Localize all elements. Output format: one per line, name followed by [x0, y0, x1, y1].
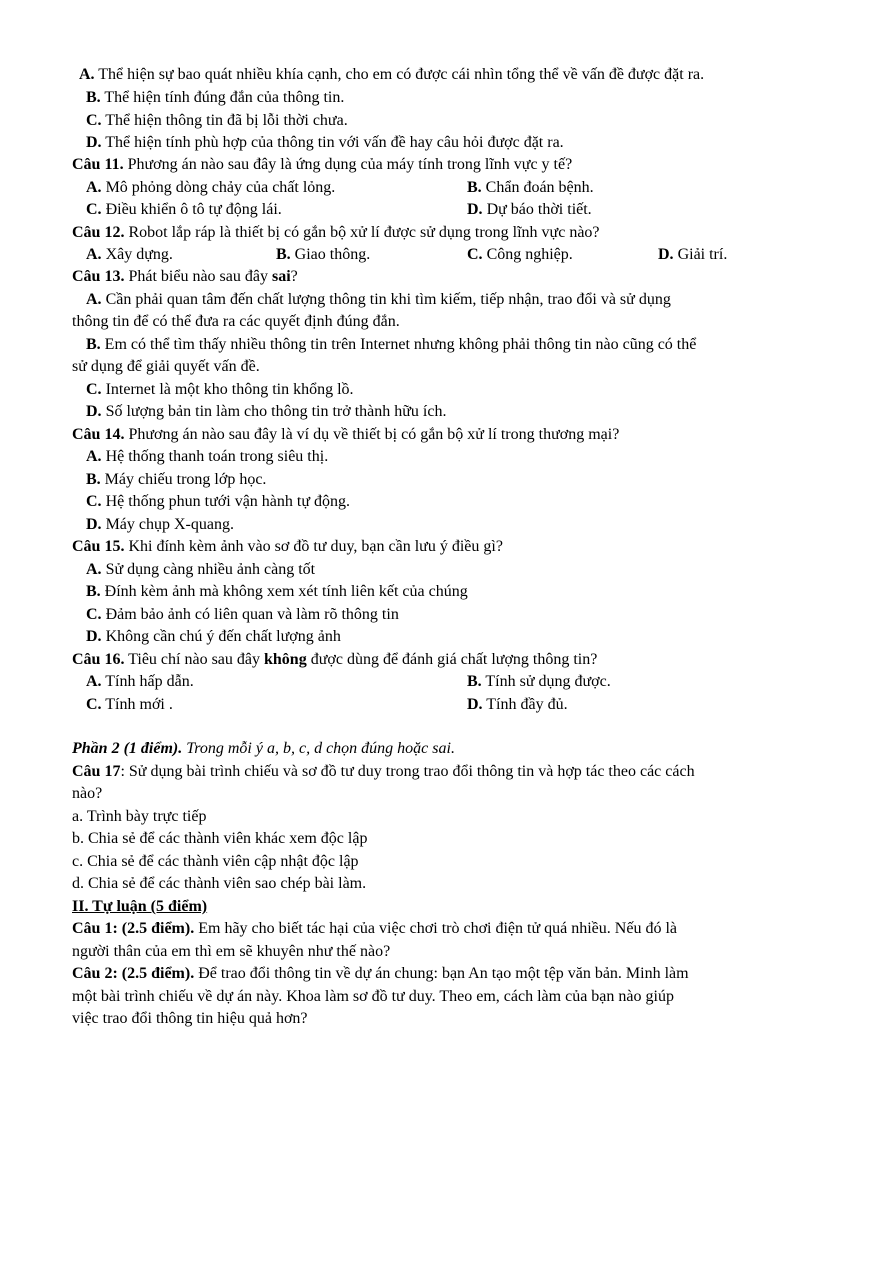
- q13-option-d: [86, 401, 446, 423]
- q17-stem-cont: [72, 783, 102, 805]
- question-text: Để trao đổi thông tin về dự án chung: bạn An tạo một tệp văn bản. Minh làm: [194, 965, 689, 982]
- option-label: D.: [86, 403, 102, 420]
- option-text: sử dụng để giải quyết vấn đề.: [72, 358, 260, 375]
- q16-stem: [72, 649, 597, 671]
- q14-stem: [72, 424, 619, 446]
- option-text: Không cần chú ý đến chất lượng ảnh: [101, 628, 341, 645]
- option-text: Tính sử dụng được.: [481, 673, 611, 690]
- option-text: Thể hiện thông tin đã bị lỗi thời chưa.: [105, 112, 348, 129]
- option-text: Máy chụp X-quang.: [101, 516, 234, 533]
- option-label: A.: [86, 561, 102, 578]
- q11-stem: [72, 154, 572, 176]
- question-text-end: được dùng để đánh giá chất lượng thông tin?: [306, 651, 598, 668]
- option-label: A.: [86, 179, 102, 196]
- q15-option-c: [86, 604, 399, 626]
- question-text: một bài trình chiếu về dự án này. Khoa làm sơ đồ tư duy. Theo em, cách làm của bạn nào giúp: [72, 988, 674, 1005]
- essay-q1-cont: [72, 941, 390, 963]
- q10-option-a: [79, 64, 704, 86]
- option-label: B.: [86, 471, 101, 488]
- question-number: Câu 15.: [72, 538, 125, 555]
- emphasis-text: sai: [271, 268, 291, 285]
- option-label: A.: [86, 291, 102, 308]
- option-label: B.: [86, 89, 101, 106]
- option-label: C.: [86, 112, 102, 129]
- option-label: C.: [86, 606, 102, 623]
- option-text: Điều khiển ô tô tự động lái.: [101, 201, 282, 218]
- option-label: D.: [86, 628, 102, 645]
- question-text: Phương án nào sau đây là ví dụ về thiết bị có gắn bộ xử lí trong thương mại?: [124, 426, 620, 443]
- q17-item-a: a. Trình bày trực tiếp: [72, 808, 207, 825]
- question-number: Câu 12.: [72, 224, 125, 241]
- q12-option-b: [276, 244, 370, 266]
- question-text: Phát biểu nào sau đây: [124, 268, 272, 285]
- option-text: Thể hiện tính phù hợp của thông tin với vấn đề hay câu hỏi được đặt ra.: [105, 134, 564, 151]
- option-label: B.: [467, 179, 482, 196]
- option-text: Giải trí.: [673, 246, 728, 263]
- option-text: Xây dựng.: [101, 246, 173, 263]
- question-text: việc trao đổi thông tin hiệu quả hơn?: [72, 1010, 308, 1027]
- q13-option-c: [86, 379, 354, 401]
- option-label: C.: [86, 493, 102, 510]
- question-text: : Sử dụng bài trình chiếu và sơ đồ tư duy trong trao đổi thông tin và hợp tác theo các cách: [120, 763, 695, 780]
- option-text: Dự báo thời tiết.: [482, 201, 592, 218]
- q11-option-b: [467, 177, 594, 199]
- q17-item-b: b. Chia sẻ để các thành viên khác xem độc lập: [72, 830, 368, 847]
- question-number: Câu 17: [72, 763, 121, 780]
- option-label: C.: [86, 381, 102, 398]
- question-text: Khi đính kèm ảnh vào sơ đồ tư duy, bạn cần lưu ý điều gì?: [124, 538, 503, 555]
- option-label: B.: [467, 673, 482, 690]
- option-text: Công nghiệp.: [482, 246, 573, 263]
- option-text: Máy chiếu trong lớp học.: [100, 471, 267, 488]
- q17-item-c: c. Chia sẻ để các thành viên cập nhật độc lập: [72, 853, 359, 870]
- q14-option-d: [86, 514, 234, 536]
- option-label: A.: [86, 246, 102, 263]
- q16-option-b: [467, 671, 611, 693]
- option-label: B.: [276, 246, 291, 263]
- option-text: Sử dụng càng nhiều ảnh càng tốt: [101, 561, 316, 578]
- q15-option-d: [86, 626, 341, 648]
- question-text: Phương án nào sau đây là ứng dụng của máy tính trong lĩnh vực y tế?: [123, 156, 573, 173]
- essay-q2-cont1: [72, 986, 674, 1008]
- option-label: D.: [86, 134, 102, 151]
- q10-option-d: [86, 132, 564, 154]
- option-text: Tính đầy đủ.: [482, 696, 568, 713]
- option-label: A.: [79, 66, 95, 83]
- option-label: C.: [86, 201, 102, 218]
- q14-option-b: [86, 469, 266, 491]
- question-text-end: ?: [290, 268, 298, 285]
- option-text: Số lượng bản tin làm cho thông tin trở thành hữu ích.: [101, 403, 447, 420]
- q14-option-c: [86, 491, 350, 513]
- option-text: Cần phải quan tâm đến chất lượng thông tin khi tìm kiếm, tiếp nhận, trao đổi và sử dụng: [101, 291, 671, 308]
- essay-q2-cont2: [72, 1008, 308, 1030]
- section-title: Phần 2 (1 điểm).: [72, 740, 183, 757]
- option-label: C.: [467, 246, 483, 263]
- q15-stem: [72, 536, 503, 558]
- option-text: Thể hiện tính đúng đắn của thông tin.: [104, 89, 345, 106]
- essay-q1: [72, 918, 677, 940]
- q15-option-a: [86, 559, 315, 581]
- essay-q2: [72, 963, 689, 985]
- q11-option-d: [467, 199, 592, 221]
- q17-stem: [72, 761, 695, 783]
- option-label: B.: [86, 336, 101, 353]
- question-text: Tiêu chí nào sau đây: [124, 651, 264, 668]
- option-text: Hệ thống phun tưới vận hành tự động.: [101, 493, 351, 510]
- q16-option-d: [467, 694, 568, 716]
- question-number: Câu 14.: [72, 426, 125, 443]
- option-label: D.: [658, 246, 674, 263]
- question-text: Robot lắp ráp là thiết bị có gắn bộ xử lí được sử dụng trong lĩnh vực nào?: [124, 224, 600, 241]
- question-number: Câu 11.: [72, 156, 124, 173]
- question-number: Câu 13.: [72, 268, 125, 285]
- option-text: Thể hiện sự bao quát nhiều khía cạnh, cho em có được cái nhìn tổng thể về vấn đề được đặt ra.: [98, 66, 705, 83]
- option-text: Chẩn đoán bệnh.: [481, 179, 594, 196]
- q15-option-b: [86, 581, 468, 603]
- q10-option-b: [86, 87, 344, 109]
- q11-option-a: [86, 177, 335, 199]
- option-label: B.: [86, 583, 101, 600]
- option-label: A.: [86, 673, 102, 690]
- q12-option-a: [86, 244, 173, 266]
- q13-stem: [72, 266, 298, 288]
- option-text: Tính mới .: [101, 696, 173, 713]
- q13-option-a: [86, 289, 671, 311]
- q13-option-b-cont: [72, 356, 260, 378]
- question-number: Câu 1: (2.5 điểm).: [72, 920, 195, 937]
- q13-option-a-cont: [72, 311, 400, 333]
- section-instruction: Trong mỗi ý a, b, c, d chọn đúng hoặc sai.: [182, 740, 455, 757]
- q17-item-d: d. Chia sẻ để các thành viên sao chép bài làm.: [72, 875, 367, 892]
- option-text: Internet là một kho thông tin khổng lồ.: [101, 381, 354, 398]
- option-label: D.: [467, 696, 483, 713]
- option-text: Mô phỏng dòng chảy của chất lỏng.: [101, 179, 336, 196]
- part2-heading: [72, 738, 455, 760]
- q12-option-c: [467, 244, 573, 266]
- question-text: người thân của em thì em sẽ khuyên như thế nào?: [72, 943, 391, 960]
- option-label: A.: [86, 448, 102, 465]
- option-label: D.: [467, 201, 483, 218]
- question-number: Câu 2: (2.5 điểm).: [72, 965, 195, 982]
- q16-option-c: [86, 694, 173, 716]
- option-text: thông tin để có thể đưa ra các quyết định đúng đắn.: [72, 313, 400, 330]
- q16-option-a: [86, 671, 194, 693]
- q13-option-b: [86, 334, 696, 356]
- option-text: Em có thể tìm thấy nhiều thông tin trên Internet nhưng không phải thông tin nào cũng có thể: [100, 336, 697, 353]
- option-text: Tính hấp dẫn.: [101, 673, 194, 690]
- question-text: nào?: [72, 785, 103, 802]
- q14-option-a: [86, 446, 328, 468]
- option-text: Đảm bảo ảnh có liên quan và làm rõ thông tin: [101, 606, 399, 623]
- q11-option-c: [86, 199, 282, 221]
- q10-option-c: [86, 110, 348, 132]
- option-label: C.: [86, 696, 102, 713]
- essay-heading: II. Tự luận (5 điểm): [72, 898, 208, 915]
- q12-option-d: [658, 244, 727, 266]
- option-label: D.: [86, 516, 102, 533]
- option-text: Giao thông.: [290, 246, 371, 263]
- emphasis-text: không: [264, 651, 307, 668]
- question-number: Câu 16.: [72, 651, 125, 668]
- option-text: Hệ thống thanh toán trong siêu thị.: [101, 448, 329, 465]
- option-text: Đính kèm ảnh mà không xem xét tính liên kết của chúng: [100, 583, 468, 600]
- q12-stem: [72, 222, 600, 244]
- question-text: Em hãy cho biết tác hại của việc chơi trò chơi điện tử quá nhiều. Nếu đó là: [194, 920, 677, 937]
